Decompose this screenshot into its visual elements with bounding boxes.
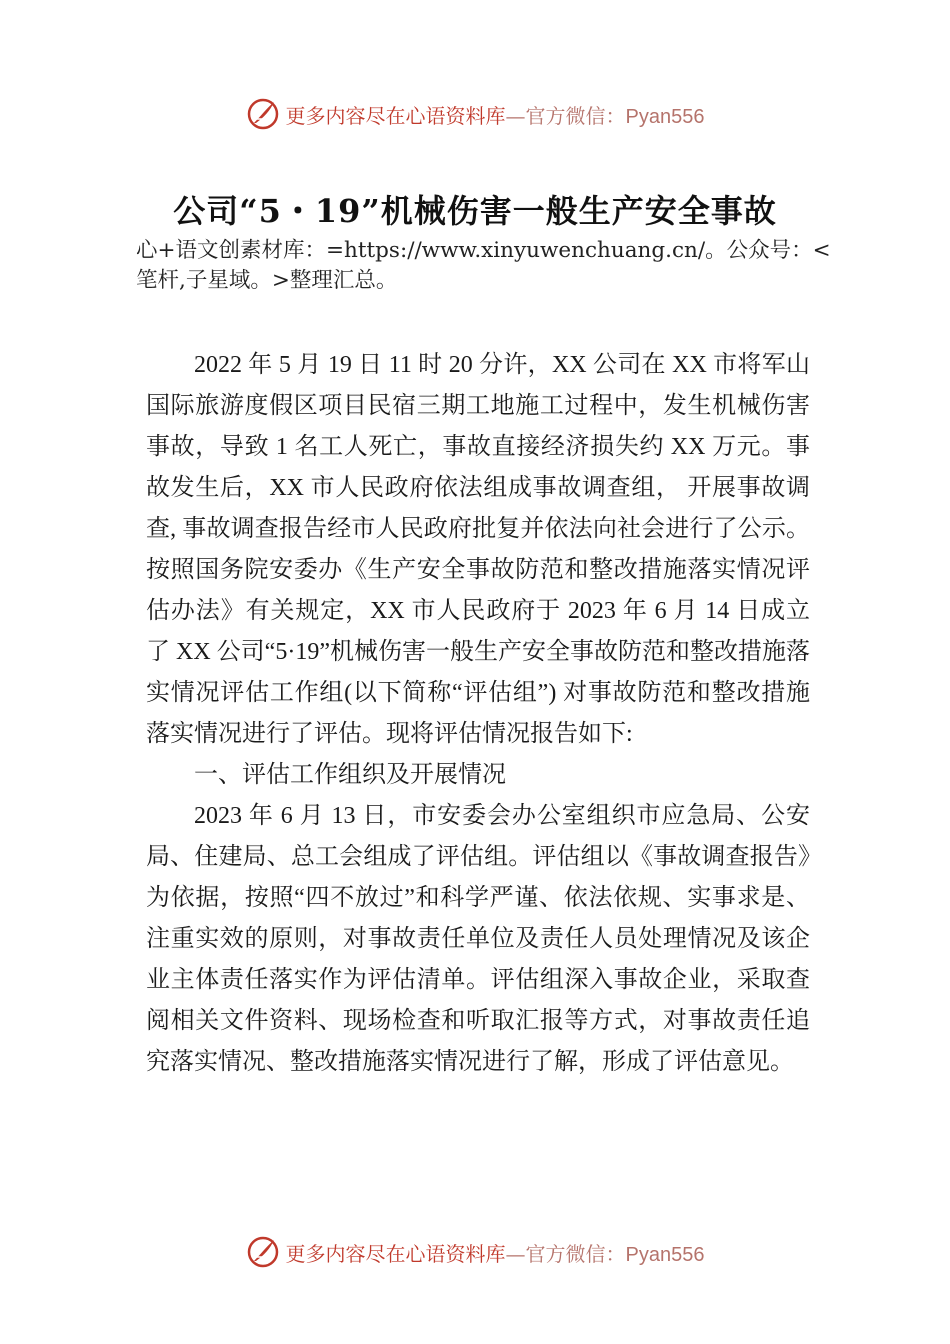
document-body (146, 345, 810, 1083)
watermark-wechat-id: Pyan556 (625, 1243, 705, 1266)
watermark-banner-top (0, 94, 950, 134)
document-title: 公司“5・19”机械伤害一般生产安全事故 (173, 192, 777, 230)
watermark-library-name: 更多内容尽在心语资料库 (285, 103, 506, 128)
watermark-library-name: 更多内容尽在心语资料库 (285, 1241, 506, 1266)
watermark-text (286, 100, 705, 129)
quill-seal-icon (246, 1235, 280, 1269)
watermark-dash: — (505, 103, 526, 128)
watermark-wechat-label: 官方微信： (525, 103, 626, 128)
watermark-dash: — (505, 1241, 526, 1266)
paragraph: 2022 年 5 月 19 日 11 时 20 分许，XX 公司在 XX 市将军山国际旅游度假区项目民宿三期工地施工过程中，发生机械伤害事故，导致 1 名工人死亡，事故直接经济损失约 XX 万元。事故发生后，XX 市人民政府依法组成事故调查组， 开展事故调查, 事故调查报告经市人民政府批复并依法向社会进行了公示。按照国务院安委办《生产安全事故防范和整改措施落实情况评估办法》有关规定，XX 市人民政府于 2023 年 6 月 14 日成立了 XX 公司“5·19”机械伤害一般生产安全事故防范和整改措施落实情况评估工作组(以下简称“评估组”) 对事故防范和整改措施落实情况进行了评估。现将评估情况报告如下: (146, 352, 810, 747)
watermark-banner-bottom (0, 1232, 950, 1272)
source-line: 心+语文创素材库：=https://www.xinyuwenchuang.cn/。公众号：<笔杆,子星域。>整理汇总。 (136, 238, 831, 293)
paragraph: 2023 年 6 月 13 日，市安委会办公室组织市应急局、公安局、住建局、总工会组成了评估组。评估组以《事故调查报告》为依据，按照“四不放过”和科学严谨、依法依规、实事求是、注重实效的原则，对事故责任单位及责任人员处理情况及该企业主体责任落实作为评估清单。评估组深入事故企业，采取查阅相关文件资料、现场检查和听取汇报等方式，对事故责任追究落实情况、整改措施落实情况进行了解，形成了评估意见。 (146, 803, 810, 1075)
watermark-wechat-id: Pyan556 (625, 105, 705, 128)
watermark-text (286, 1238, 705, 1267)
quill-seal-icon (246, 97, 280, 131)
watermark-wechat-label: 官方微信： (525, 1241, 626, 1266)
section-heading: 一、评估工作组织及开展情况 (194, 762, 506, 788)
